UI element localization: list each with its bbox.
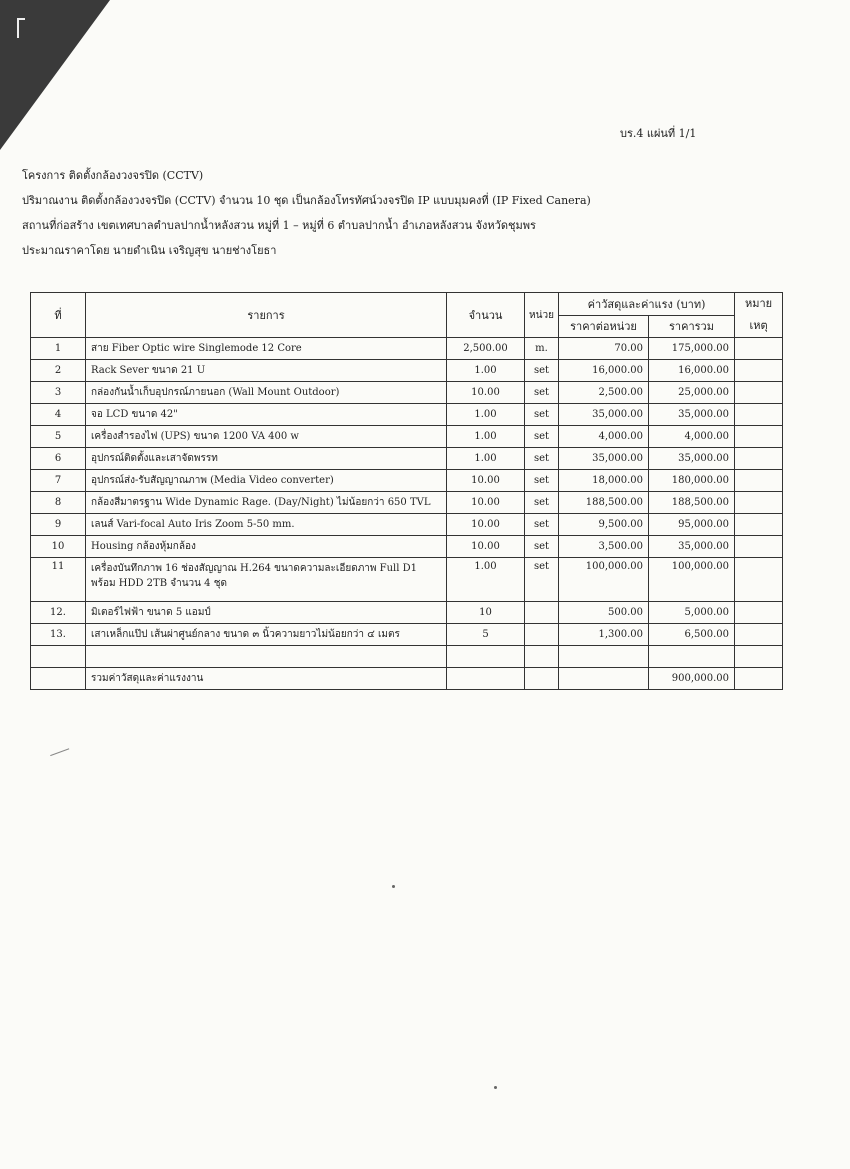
row-remark — [735, 426, 783, 448]
row-total: 4,000.00 — [649, 426, 735, 448]
row-unit: set — [525, 492, 559, 514]
location-line: สถานที่ก่อสร้าง เขตเทศบาลตำบลปากน้ำหลังสวน หมู่ที่ 1 – หมู่ที่ 6 ตำบลปากน้ำ อำเภอหลังสวน จังหวัดชุมพร — [22, 219, 536, 232]
row-qty: 2,500.00 — [447, 338, 525, 360]
blank-row — [31, 646, 783, 668]
table-row — [31, 558, 783, 602]
row-unit: set — [525, 426, 559, 448]
row-number: 13. — [31, 624, 86, 646]
row-remark — [735, 382, 783, 404]
table-row — [31, 448, 783, 470]
row-number: 11 — [31, 558, 86, 602]
header-cost-group: ค่าวัสดุและค่าแรง (บาท) — [559, 293, 735, 316]
row-unit-price: 4,000.00 — [559, 426, 649, 448]
row-number: 4 — [31, 404, 86, 426]
row-unit: set — [525, 558, 559, 602]
row-remark — [735, 404, 783, 426]
row-qty: 1.00 — [447, 404, 525, 426]
row-number: 7 — [31, 470, 86, 492]
estimator-line: ประมาณราคาโดย นายดำเนิน เจริญสุข นายช่างโยธา — [22, 244, 277, 257]
header-unit-price: ราคาต่อหน่วย — [559, 315, 649, 338]
row-qty: 1.00 — [447, 448, 525, 470]
row-remark — [735, 360, 783, 382]
table-row — [31, 382, 783, 404]
row-item: เลนส์ Vari-focal Auto Iris Zoom 5-50 mm. — [86, 514, 447, 536]
row-qty: 10.00 — [447, 470, 525, 492]
row-qty: 1.00 — [447, 426, 525, 448]
table-row — [31, 624, 783, 646]
row-remark — [735, 536, 783, 558]
grand-total-row — [31, 668, 783, 690]
row-item: Housing กล้องหุ้มกล้อง — [86, 536, 447, 558]
row-total: 16,000.00 — [649, 360, 735, 382]
row-number: 6 — [31, 448, 86, 470]
table-row — [31, 338, 783, 360]
row-remark — [735, 602, 783, 624]
row-item: เสาเหล็กแป๊ป เส้นผ่าศูนย์กลาง ขนาด ๓ นิ้วความยาวไม่น้อยกว่า ๔ เมตร — [86, 624, 447, 646]
row-qty: 1.00 — [447, 360, 525, 382]
row-total: 175,000.00 — [649, 338, 735, 360]
page-number: บร.4 แผ่นที่ 1/1 — [620, 127, 697, 140]
row-unit-price: 70.00 — [559, 338, 649, 360]
scan-speck — [494, 1086, 497, 1089]
table-row — [31, 602, 783, 624]
header-item: รายการ — [86, 293, 447, 338]
row-unit-price: 16,000.00 — [559, 360, 649, 382]
row-total: 95,000.00 — [649, 514, 735, 536]
row-item: เครื่องสำรองไฟ (UPS) ขนาด 1200 VA 400 w — [86, 426, 447, 448]
header-qty: จำนวน — [447, 293, 525, 338]
row-unit: set — [525, 382, 559, 404]
row-unit — [525, 624, 559, 646]
table-row — [31, 514, 783, 536]
scan-speck — [392, 885, 395, 888]
row-unit-price: 35,000.00 — [559, 404, 649, 426]
row-total: 35,000.00 — [649, 404, 735, 426]
row-remark — [735, 448, 783, 470]
row-unit: set — [525, 360, 559, 382]
row-item: อุปกรณ์ติดตั้งและเสาจัดพรรท — [86, 448, 447, 470]
row-total: 5,000.00 — [649, 602, 735, 624]
row-number: 10 — [31, 536, 86, 558]
grand-total-value: 900,000.00 — [649, 668, 735, 690]
row-total: 35,000.00 — [649, 536, 735, 558]
row-remark — [735, 558, 783, 602]
row-unit: set — [525, 448, 559, 470]
row-item: Rack Sever ขนาด 21 U — [86, 360, 447, 382]
row-total: 100,000.00 — [649, 558, 735, 602]
row-qty: 10 — [447, 602, 525, 624]
row-remark — [735, 492, 783, 514]
row-unit: set — [525, 470, 559, 492]
table-row — [31, 360, 783, 382]
table-row — [31, 536, 783, 558]
header-unit: หน่วย — [525, 293, 559, 338]
table-row — [31, 492, 783, 514]
row-item: กล้องสีมาตรฐาน Wide Dynamic Rage. (Day/Night) ไม่น้อยกว่า 650 TVL — [86, 492, 447, 514]
row-unit: set — [525, 404, 559, 426]
row-item: มิเตอร์ไฟฟ้า ขนาด 5 แอมป์ — [86, 602, 447, 624]
header-remark: หมาย เหตุ — [735, 293, 783, 338]
bill-of-quantities-table — [30, 292, 783, 690]
row-item: เครื่องบันทึกภาพ 16 ช่องสัญญาณ H.264 ขนาดความละเอียดภาพ Full D1 พร้อม HDD 2TB จำนวน 4 ชุด — [86, 558, 447, 602]
row-unit-price: 9,500.00 — [559, 514, 649, 536]
row-total: 35,000.00 — [649, 448, 735, 470]
row-number: 1 — [31, 338, 86, 360]
row-item: จอ LCD ขนาด 42" — [86, 404, 447, 426]
row-item: สาย Fiber Optic wire Singlemode 12 Core — [86, 338, 447, 360]
corner-mark — [17, 18, 25, 38]
row-unit-price: 188,500.00 — [559, 492, 649, 514]
pen-mark — [47, 739, 70, 756]
row-number: 8 — [31, 492, 86, 514]
row-unit-price: 500.00 — [559, 602, 649, 624]
row-number: 12. — [31, 602, 86, 624]
row-unit-price: 1,300.00 — [559, 624, 649, 646]
row-unit-price: 18,000.00 — [559, 470, 649, 492]
row-total: 188,500.00 — [649, 492, 735, 514]
row-qty: 5 — [447, 624, 525, 646]
row-unit: set — [525, 536, 559, 558]
row-qty: 10.00 — [447, 382, 525, 404]
row-unit-price: 2,500.00 — [559, 382, 649, 404]
header-total-price: ราคารวม — [649, 315, 735, 338]
row-qty: 1.00 — [447, 558, 525, 602]
row-total: 180,000.00 — [649, 470, 735, 492]
header-no: ที่ — [31, 293, 86, 338]
row-qty: 10.00 — [447, 492, 525, 514]
row-number: 3 — [31, 382, 86, 404]
row-qty: 10.00 — [447, 536, 525, 558]
row-item: อุปกรณ์ส่ง-รับสัญญาณภาพ (Media Video converter) — [86, 470, 447, 492]
row-total: 25,000.00 — [649, 382, 735, 404]
row-unit — [525, 602, 559, 624]
total-label: รวมค่าวัสดุและค่าแรงงาน — [86, 668, 447, 690]
row-total: 6,500.00 — [649, 624, 735, 646]
scope-line: ปริมาณงาน ติดตั้งกล้องวงจรปิด (CCTV) จำนวน 10 ชุด เป็นกล้องโทรทัศน์วงจรปิด IP แบบมุมคงที่ (IP Fixed Canera) — [22, 194, 591, 207]
row-unit-price: 3,500.00 — [559, 536, 649, 558]
document-header — [22, 163, 822, 263]
row-unit-price: 35,000.00 — [559, 448, 649, 470]
table-row — [31, 404, 783, 426]
row-unit: set — [525, 514, 559, 536]
project-title: โครงการ ติดตั้งกล้องวงจรปิด (CCTV) — [22, 169, 204, 182]
row-remark — [735, 624, 783, 646]
row-remark — [735, 338, 783, 360]
row-number: 5 — [31, 426, 86, 448]
table-row — [31, 426, 783, 448]
row-remark — [735, 470, 783, 492]
row-number: 9 — [31, 514, 86, 536]
row-remark — [735, 514, 783, 536]
row-unit: m. — [525, 338, 559, 360]
row-unit-price: 100,000.00 — [559, 558, 649, 602]
row-item: กล่องกันน้ำเก็บอุปกรณ์ภายนอก (Wall Mount Outdoor) — [86, 382, 447, 404]
row-number: 2 — [31, 360, 86, 382]
table-row — [31, 470, 783, 492]
row-qty: 10.00 — [447, 514, 525, 536]
